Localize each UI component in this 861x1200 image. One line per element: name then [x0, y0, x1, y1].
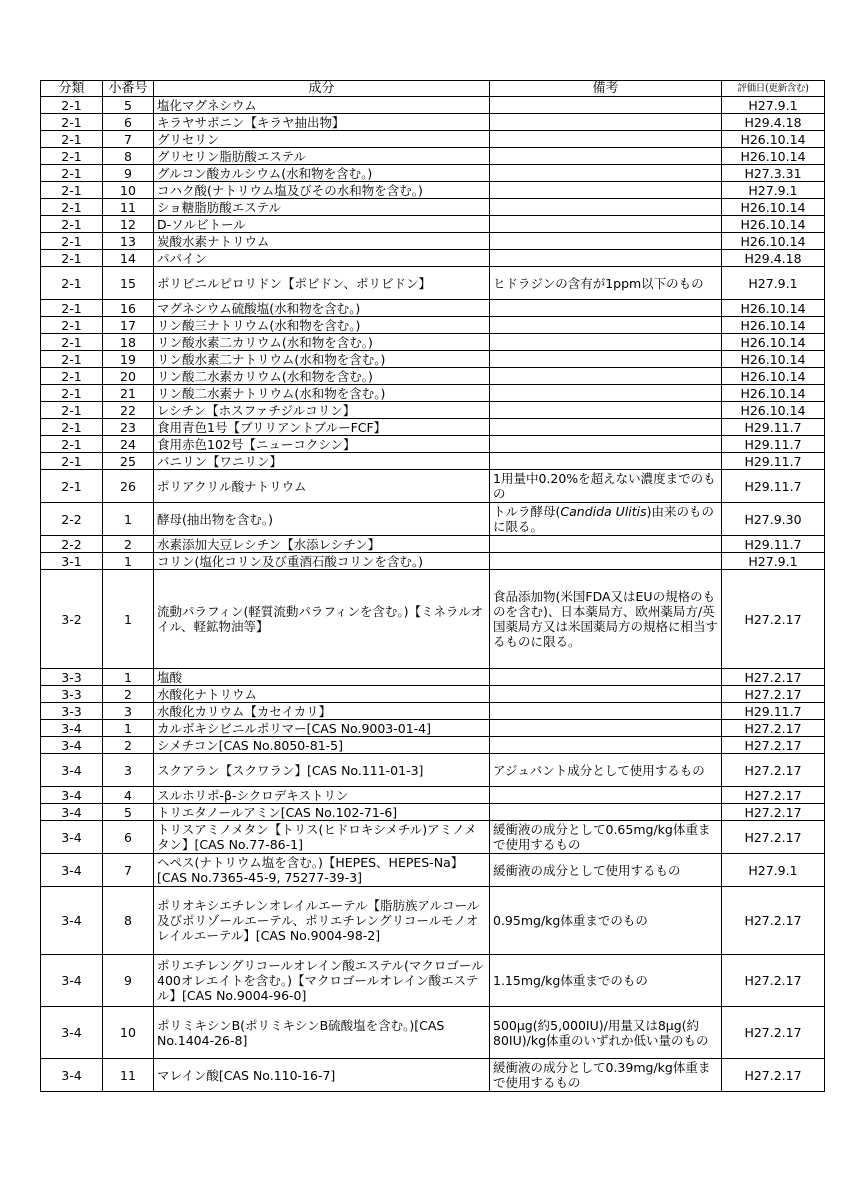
- table-row: [41, 148, 825, 165]
- cell-hyoka: H26.10.14: [722, 300, 825, 317]
- cell-seibun: マレイン酸[CAS No.110-16-7]: [154, 1059, 490, 1092]
- table-row: [41, 955, 825, 1007]
- table-row: [41, 351, 825, 368]
- cell-seibun: トリスアミノメタン【トリス(ヒドロキシメチル)アミノメタン】[CAS No.77-86-1]: [154, 821, 490, 854]
- cell-biko: 0.95mg/kg体重までのもの: [490, 887, 722, 955]
- cell-kobango: 1: [103, 720, 154, 737]
- cell-kobango: 18: [103, 334, 154, 351]
- table-row: [41, 182, 825, 199]
- cell-biko: [490, 250, 722, 267]
- cell-hyoka: H27.2.17: [722, 570, 825, 669]
- cell-bunrui: 3-4: [41, 804, 103, 821]
- cell-hyoka: H26.10.14: [722, 233, 825, 250]
- cell-biko: [490, 669, 722, 686]
- table-row: [41, 368, 825, 385]
- cell-kobango: 17: [103, 317, 154, 334]
- cell-hyoka: H29.4.18: [722, 250, 825, 267]
- table-row: [41, 703, 825, 720]
- cell-hyoka: H27.2.17: [722, 804, 825, 821]
- cell-hyoka: H27.9.1: [722, 182, 825, 199]
- cell-kobango: 2: [103, 737, 154, 754]
- cell-biko: [490, 385, 722, 402]
- cell-hyoka: H27.2.17: [722, 754, 825, 787]
- cell-biko: [490, 453, 722, 470]
- cell-bunrui: 2-1: [41, 199, 103, 216]
- cell-seibun: 食用赤色102号【ニューコクシン】: [154, 436, 490, 453]
- cell-seibun: 塩化マグネシウム: [154, 97, 490, 114]
- cell-hyoka: H27.2.17: [722, 720, 825, 737]
- cell-bunrui: 3-4: [41, 737, 103, 754]
- cell-hyoka: H26.10.14: [722, 317, 825, 334]
- cell-seibun: リン酸水素二ナトリウム(水和物を含む。): [154, 351, 490, 368]
- cell-bunrui: 3-4: [41, 1007, 103, 1059]
- cell-bunrui: 2-1: [41, 419, 103, 436]
- cell-kobango: 26: [103, 470, 154, 503]
- cell-bunrui: 2-1: [41, 114, 103, 131]
- cell-kobango: 12: [103, 216, 154, 233]
- cell-biko: [490, 503, 722, 536]
- cell-bunrui: 2-1: [41, 233, 103, 250]
- table-row: [41, 787, 825, 804]
- cell-kobango: 2: [103, 686, 154, 703]
- cell-biko: [490, 436, 722, 453]
- table-row: [41, 216, 825, 233]
- cell-seibun: トリエタノールアミン[CAS No.102-71-6]: [154, 804, 490, 821]
- header-hyoka: 評価日(更新含む): [722, 81, 825, 97]
- cell-bunrui: 3-3: [41, 669, 103, 686]
- cell-biko: [490, 233, 722, 250]
- cell-kobango: 5: [103, 97, 154, 114]
- cell-biko: 食品添加物(米国FDA又はEUの規格のものを含む)、日本薬局方、欧州薬局方/英国薬局方又は米国薬局方の規格に相当するものに限る。: [490, 570, 722, 669]
- table-row: [41, 821, 825, 854]
- cell-hyoka: H27.2.17: [722, 686, 825, 703]
- cell-seibun: シメチコン[CAS No.8050-81-5]: [154, 737, 490, 754]
- cell-biko: 緩衝液の成分として0.39mg/kg体重まで使用するもの: [490, 1059, 722, 1092]
- cell-kobango: 10: [103, 1007, 154, 1059]
- cell-bunrui: 2-1: [41, 334, 103, 351]
- cell-biko: [490, 165, 722, 182]
- cell-hyoka: H26.10.14: [722, 199, 825, 216]
- cell-seibun: ポリビニルピロリドン【ポビドン、ポリビドン】: [154, 267, 490, 300]
- cell-seibun: ポリアクリル酸ナトリウム: [154, 470, 490, 503]
- cell-kobango: 24: [103, 436, 154, 453]
- cell-kobango: 9: [103, 955, 154, 1007]
- header-row: [41, 81, 825, 97]
- cell-biko: 500μg(約5,000IU)/用量又は8μg(約80IU)/kg体重のいずれか低い量のもの: [490, 1007, 722, 1059]
- cell-bunrui: 2-1: [41, 402, 103, 419]
- cell-seibun: リン酸水素二カリウム(水和物を含む。): [154, 334, 490, 351]
- cell-hyoka: H27.2.17: [722, 737, 825, 754]
- cell-biko: [490, 334, 722, 351]
- ingredients-table: [40, 80, 825, 1092]
- cell-hyoka: H29.11.7: [722, 436, 825, 453]
- cell-kobango: 13: [103, 233, 154, 250]
- cell-biko: [490, 402, 722, 419]
- cell-hyoka: H29.11.7: [722, 470, 825, 503]
- cell-bunrui: 2-1: [41, 470, 103, 503]
- cell-kobango: 16: [103, 300, 154, 317]
- cell-seibun: コハク酸(ナトリウム塩及びその水和物を含む。): [154, 182, 490, 199]
- cell-hyoka: H27.2.17: [722, 1007, 825, 1059]
- cell-bunrui: 3-4: [41, 720, 103, 737]
- cell-hyoka: H26.10.14: [722, 334, 825, 351]
- cell-seibun: マグネシウム硫酸塩(水和物を含む。): [154, 300, 490, 317]
- cell-kobango: 6: [103, 114, 154, 131]
- table-row: [41, 686, 825, 703]
- cell-bunrui: 2-1: [41, 351, 103, 368]
- cell-bunrui: 3-4: [41, 854, 103, 887]
- cell-biko: [490, 182, 722, 199]
- cell-kobango: 9: [103, 165, 154, 182]
- cell-seibun: 食用青色1号【ブリリアントブルーFCF】: [154, 419, 490, 436]
- cell-biko: アジュバント成分として使用するもの: [490, 754, 722, 787]
- cell-hyoka: H27.2.17: [722, 669, 825, 686]
- cell-bunrui: 2-1: [41, 453, 103, 470]
- cell-kobango: 10: [103, 182, 154, 199]
- cell-hyoka: H29.11.7: [722, 536, 825, 553]
- cell-kobango: 11: [103, 199, 154, 216]
- table-row: [41, 1059, 825, 1092]
- cell-kobango: 22: [103, 402, 154, 419]
- table-row: [41, 317, 825, 334]
- cell-seibun: 水素添加大豆レシチン【水添レシチン】: [154, 536, 490, 553]
- cell-hyoka: H26.10.14: [722, 351, 825, 368]
- cell-kobango: 19: [103, 351, 154, 368]
- cell-biko: [490, 131, 722, 148]
- cell-seibun: D-ソルビトール: [154, 216, 490, 233]
- table-row: [41, 754, 825, 787]
- cell-seibun: グリセリン脂肪酸エステル: [154, 148, 490, 165]
- cell-kobango: 14: [103, 250, 154, 267]
- cell-seibun: 水酸化ナトリウム: [154, 686, 490, 703]
- table-row: [41, 334, 825, 351]
- cell-kobango: 1: [103, 553, 154, 570]
- cell-biko: [490, 553, 722, 570]
- cell-seibun: カルボキシビニルポリマー[CAS No.9003-01-4]: [154, 720, 490, 737]
- cell-bunrui: 2-1: [41, 300, 103, 317]
- cell-seibun: パパイン: [154, 250, 490, 267]
- table-row: [41, 854, 825, 887]
- cell-bunrui: 2-2: [41, 503, 103, 536]
- header-seibun: 成分: [154, 81, 490, 97]
- cell-hyoka: H27.3.31: [722, 165, 825, 182]
- cell-bunrui: 3-3: [41, 703, 103, 720]
- cell-hyoka: H27.2.17: [722, 887, 825, 955]
- cell-biko: [490, 720, 722, 737]
- cell-kobango: 1: [103, 503, 154, 536]
- cell-kobango: 2: [103, 536, 154, 553]
- cell-biko: [490, 368, 722, 385]
- cell-hyoka: H29.11.7: [722, 419, 825, 436]
- cell-seibun: 水酸化カリウム【カセイカリ】: [154, 703, 490, 720]
- cell-bunrui: 2-1: [41, 148, 103, 165]
- cell-kobango: 7: [103, 854, 154, 887]
- cell-kobango: 11: [103, 1059, 154, 1092]
- header-kobango: 小番号: [103, 81, 154, 97]
- cell-kobango: 23: [103, 419, 154, 436]
- cell-kobango: 6: [103, 821, 154, 854]
- table-row: [41, 402, 825, 419]
- cell-bunrui: 2-1: [41, 250, 103, 267]
- cell-seibun: 酵母(抽出物を含む。): [154, 503, 490, 536]
- biko-text: トルラ酵母(: [493, 504, 561, 519]
- table-row: [41, 114, 825, 131]
- cell-hyoka: H26.10.14: [722, 368, 825, 385]
- table-row: [41, 570, 825, 669]
- cell-seibun: ショ糖脂肪酸エステル: [154, 199, 490, 216]
- cell-seibun: スルホリポ-β-シクロデキストリン: [154, 787, 490, 804]
- cell-biko: [490, 199, 722, 216]
- cell-biko: 1.15mg/kg体重までのもの: [490, 955, 722, 1007]
- cell-kobango: 15: [103, 267, 154, 300]
- cell-hyoka: H29.4.18: [722, 114, 825, 131]
- cell-kobango: 4: [103, 787, 154, 804]
- cell-seibun: レシチン【ホスファチジルコリン】: [154, 402, 490, 419]
- cell-hyoka: H27.9.30: [722, 503, 825, 536]
- cell-hyoka: H27.2.17: [722, 1059, 825, 1092]
- table-row: [41, 97, 825, 114]
- cell-bunrui: 2-1: [41, 97, 103, 114]
- table-row: [41, 720, 825, 737]
- cell-seibun: リン酸三ナトリウム(水和物を含む。): [154, 317, 490, 334]
- cell-seibun: コリン(塩化コリン及び重酒石酸コリンを含む。): [154, 553, 490, 570]
- table-row: [41, 267, 825, 300]
- cell-seibun: リン酸二水素ナトリウム(水和物を含む。): [154, 385, 490, 402]
- table-row: [41, 131, 825, 148]
- cell-hyoka: H26.10.14: [722, 216, 825, 233]
- cell-kobango: 7: [103, 131, 154, 148]
- table-row: [41, 804, 825, 821]
- table-row: [41, 250, 825, 267]
- cell-seibun: 流動パラフィン(軽質流動パラフィンを含む。)【ミネラルオイル、軽鉱物油等】: [154, 570, 490, 669]
- table-row: [41, 553, 825, 570]
- cell-hyoka: H29.11.7: [722, 453, 825, 470]
- table-row: [41, 470, 825, 503]
- cell-biko: 緩衝液の成分として0.65mg/kg体重まで使用するもの: [490, 821, 722, 854]
- cell-seibun: バニリン【ワニリン】: [154, 453, 490, 470]
- cell-biko: [490, 114, 722, 131]
- table-row: [41, 669, 825, 686]
- cell-hyoka: H26.10.14: [722, 385, 825, 402]
- cell-bunrui: 2-1: [41, 131, 103, 148]
- table-row: [41, 453, 825, 470]
- cell-bunrui: 2-1: [41, 267, 103, 300]
- table-row: [41, 887, 825, 955]
- cell-bunrui: 3-1: [41, 553, 103, 570]
- cell-seibun: グリセリン: [154, 131, 490, 148]
- cell-bunrui: 2-1: [41, 368, 103, 385]
- cell-seibun: ポリオキシエチレンオレイルエーテル【脂肪族アルコール及びポリゾールエーテル、ポリエチレングリコールモノオレイルエーテル】[CAS No.9004-98-2]: [154, 887, 490, 955]
- cell-biko: [490, 148, 722, 165]
- cell-kobango: 3: [103, 754, 154, 787]
- cell-hyoka: H26.10.14: [722, 148, 825, 165]
- cell-bunrui: 3-3: [41, 686, 103, 703]
- cell-seibun: リン酸二水素カリウム(水和物を含む。): [154, 368, 490, 385]
- cell-bunrui: 2-1: [41, 182, 103, 199]
- cell-biko: [490, 703, 722, 720]
- cell-bunrui: 2-1: [41, 165, 103, 182]
- cell-bunrui: 2-1: [41, 436, 103, 453]
- header-bunrui: 分類: [41, 81, 103, 97]
- cell-bunrui: 2-2: [41, 536, 103, 553]
- cell-biko: [490, 216, 722, 233]
- cell-bunrui: 2-1: [41, 216, 103, 233]
- cell-hyoka: H27.9.1: [722, 267, 825, 300]
- cell-bunrui: 3-4: [41, 821, 103, 854]
- header-biko: 備考: [490, 81, 722, 97]
- cell-biko: ヒドラジンの含有が1ppm以下のもの: [490, 267, 722, 300]
- cell-biko: [490, 804, 722, 821]
- table-row: [41, 300, 825, 317]
- table-row: [41, 419, 825, 436]
- cell-biko: [490, 536, 722, 553]
- cell-kobango: 8: [103, 148, 154, 165]
- cell-biko: [490, 686, 722, 703]
- cell-biko: [490, 419, 722, 436]
- cell-biko: 1用量中0.20%を超えない濃度までのもの: [490, 470, 722, 503]
- cell-hyoka: H26.10.14: [722, 131, 825, 148]
- cell-hyoka: H26.10.14: [722, 402, 825, 419]
- table-row: [41, 737, 825, 754]
- cell-biko: [490, 300, 722, 317]
- cell-biko: 緩衝液の成分として使用するもの: [490, 854, 722, 887]
- cell-hyoka: H29.11.7: [722, 703, 825, 720]
- cell-bunrui: 3-2: [41, 570, 103, 669]
- cell-seibun: キラヤサポニン【キラヤ抽出物】: [154, 114, 490, 131]
- table-row: [41, 165, 825, 182]
- cell-kobango: 20: [103, 368, 154, 385]
- cell-bunrui: 3-4: [41, 887, 103, 955]
- cell-biko: [490, 317, 722, 334]
- table-row: [41, 385, 825, 402]
- biko-text: )由来のものに限る。: [493, 504, 715, 534]
- cell-hyoka: H27.2.17: [722, 955, 825, 1007]
- table-row: [41, 199, 825, 216]
- table-row: [41, 436, 825, 453]
- cell-kobango: 1: [103, 669, 154, 686]
- cell-bunrui: 2-1: [41, 385, 103, 402]
- cell-seibun: スクアラン【スクワラン】[CAS No.111-01-3]: [154, 754, 490, 787]
- cell-seibun: 炭酸水素ナトリウム: [154, 233, 490, 250]
- cell-bunrui: 3-4: [41, 1059, 103, 1092]
- cell-kobango: 1: [103, 570, 154, 669]
- species-name: Candida Ulitis: [560, 504, 647, 519]
- cell-seibun: ヘペス(ナトリウム塩を含む。)【HEPES、HEPES-Na】[CAS No.7365-45-9, 75277-39-3]: [154, 854, 490, 887]
- cell-kobango: 8: [103, 887, 154, 955]
- cell-bunrui: 3-4: [41, 754, 103, 787]
- table-row: [41, 1007, 825, 1059]
- cell-biko: [490, 351, 722, 368]
- cell-bunrui: 3-4: [41, 955, 103, 1007]
- cell-hyoka: H27.2.17: [722, 787, 825, 804]
- cell-kobango: 5: [103, 804, 154, 821]
- cell-hyoka: H27.9.1: [722, 854, 825, 887]
- table-row: [41, 503, 825, 536]
- cell-bunrui: 3-4: [41, 787, 103, 804]
- cell-seibun: グルコン酸カルシウム(水和物を含む。): [154, 165, 490, 182]
- cell-hyoka: H27.2.17: [722, 821, 825, 854]
- table-row: [41, 233, 825, 250]
- cell-biko: [490, 787, 722, 804]
- cell-bunrui: 2-1: [41, 317, 103, 334]
- cell-biko: [490, 97, 722, 114]
- cell-seibun: ポリミキシンB(ポリミキシンB硫酸塩を含む。)[CAS No.1404-26-8]: [154, 1007, 490, 1059]
- cell-biko: [490, 737, 722, 754]
- cell-hyoka: H27.9.1: [722, 97, 825, 114]
- cell-seibun: ポリエチレングリコールオレイン酸エステル(マクロゴール400オレエイトを含む。)【マクロゴールオレイン酸エステル】[CAS No.9004-96-0]: [154, 955, 490, 1007]
- table-row: [41, 536, 825, 553]
- cell-kobango: 25: [103, 453, 154, 470]
- cell-hyoka: H27.9.1: [722, 553, 825, 570]
- cell-seibun: 塩酸: [154, 669, 490, 686]
- cell-kobango: 3: [103, 703, 154, 720]
- cell-kobango: 21: [103, 385, 154, 402]
